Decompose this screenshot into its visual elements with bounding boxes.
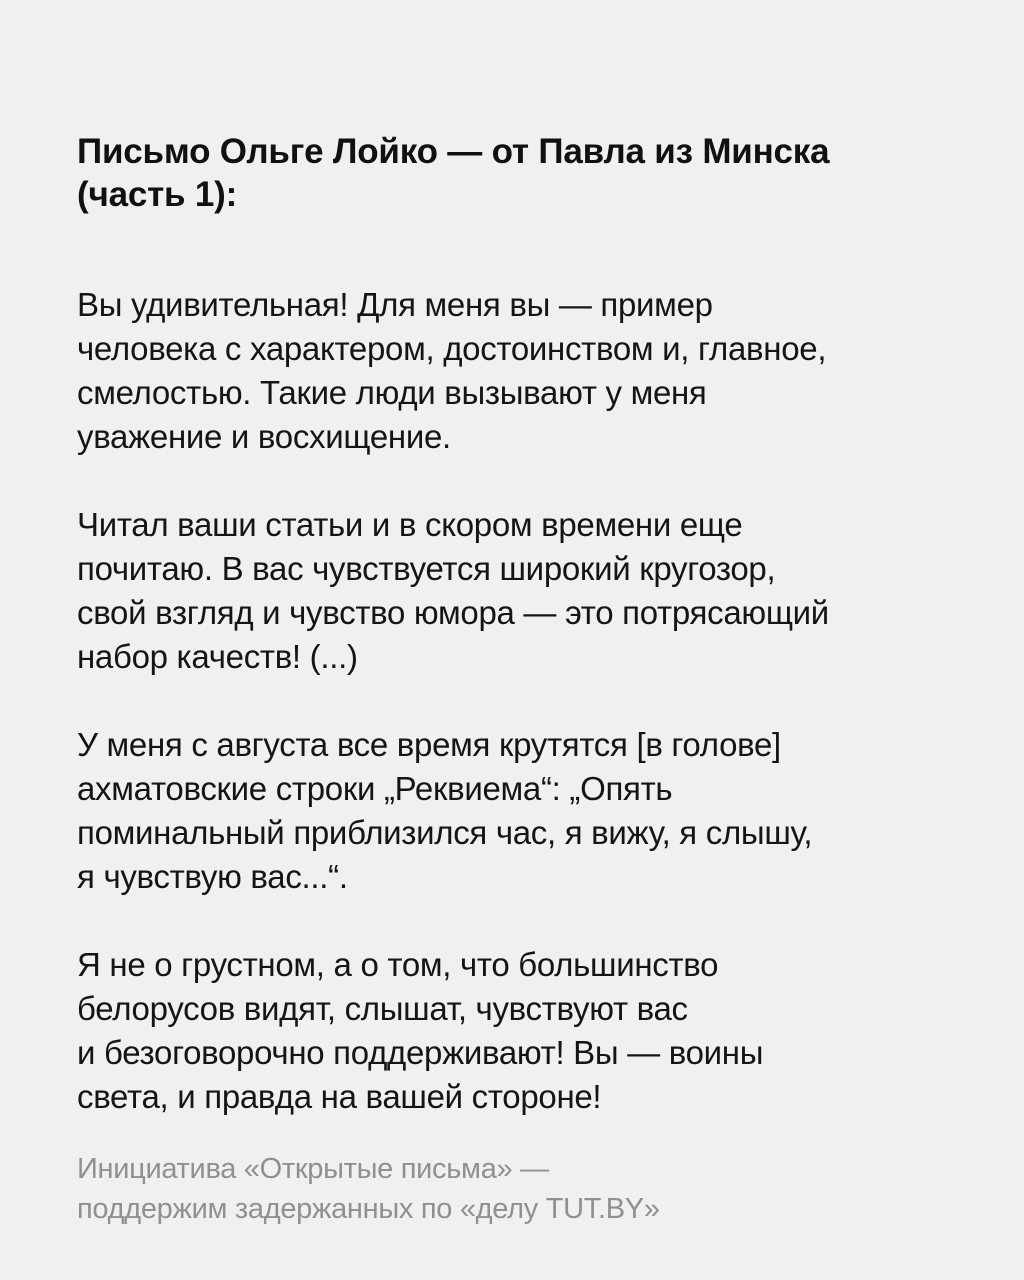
paragraph-line: Вы удивительная! Для меня вы — пример bbox=[77, 286, 713, 323]
paragraph-line: ахматовские строки „Реквиема“: „Опять bbox=[77, 770, 673, 807]
letter-paragraph bbox=[77, 503, 977, 679]
title-line: Письмо Ольге Лойко — от Павла из Минска bbox=[77, 132, 830, 171]
letter-body bbox=[77, 283, 977, 1119]
letter-paragraph bbox=[77, 723, 977, 899]
paragraph-line: человека с характером, достоинством и, главное, bbox=[77, 330, 827, 367]
paragraph-line: Читал ваши статьи и в скором времени еще bbox=[77, 506, 743, 543]
letter-paragraph bbox=[77, 283, 977, 459]
paragraph-line: почитаю. В вас чувствуется широкий кругозор, bbox=[77, 550, 776, 587]
paragraph-line: набор качеств! (...) bbox=[77, 638, 358, 675]
letter-content bbox=[77, 130, 977, 1163]
footer-line: поддержим задержанных по «делу TUT.BY» bbox=[77, 1193, 660, 1225]
paragraph-line: белорусов видят, слышат, чувствуют вас bbox=[77, 990, 688, 1027]
paragraph-line: поминальный приблизился час, я вижу, я слышу, bbox=[77, 814, 813, 851]
paragraph-line: У меня с августа все время крутятся [в голове] bbox=[77, 726, 781, 763]
paragraph-line: и безоговорочно поддерживают! Вы — воины bbox=[77, 1034, 764, 1071]
title-line: (часть 1): bbox=[77, 175, 238, 214]
paragraph-line: я чувствую вас...“. bbox=[77, 858, 348, 895]
letter-paragraph bbox=[77, 943, 977, 1119]
paragraph-line: свой взгляд и чувство юмора — это потрясающий bbox=[77, 594, 829, 631]
paragraph-line: Я не о грустном, а о том, что большинство bbox=[77, 946, 719, 983]
paragraph-line: света, и правда на вашей стороне! bbox=[77, 1078, 602, 1115]
letter-title bbox=[77, 130, 977, 216]
footer-line: Инициатива «Открытые письма» — bbox=[77, 1153, 549, 1185]
initiative-footer bbox=[77, 1149, 660, 1229]
paragraph-line: уважение и восхищение. bbox=[77, 418, 451, 455]
paragraph-line: смелостью. Такие люди вызывают у меня bbox=[77, 374, 707, 411]
